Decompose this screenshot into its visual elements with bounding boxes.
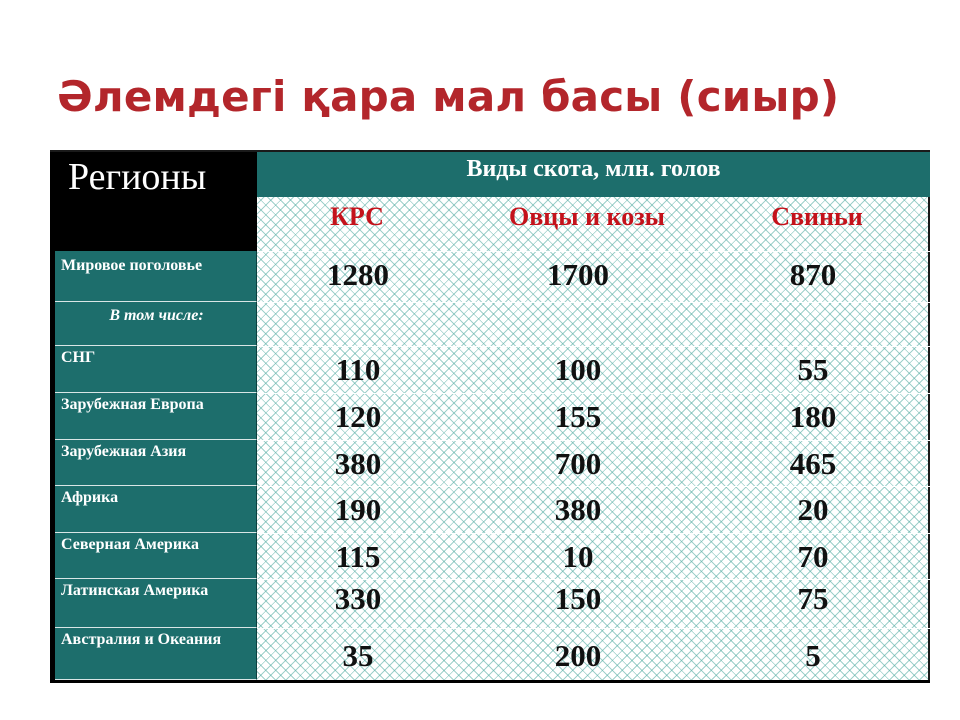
table-cell-value: 870 xyxy=(789,257,837,292)
table-row-region: В том числе: xyxy=(55,302,257,346)
column-header-sheep-goats: Овцы и козы xyxy=(509,202,665,231)
table-cell-value: 100 xyxy=(554,352,602,387)
row-divider xyxy=(257,440,930,441)
table-row-region: Латинская Америка xyxy=(55,579,257,628)
page-title: Әлемдегі қара мал басы (сиыр) xyxy=(57,72,840,121)
table-cell-value: 20 xyxy=(797,492,829,527)
table-cell-value: 35 xyxy=(342,638,374,673)
table-cell-value: 150 xyxy=(554,581,602,616)
table-cell-value: 10 xyxy=(562,539,594,574)
table-cell-value: 5 xyxy=(805,638,821,673)
table-left-border xyxy=(50,251,55,682)
table-cell-value: 190 xyxy=(334,492,382,527)
table-bottom-border xyxy=(50,680,930,683)
table-cell-value: 75 xyxy=(797,581,829,616)
table-cell-value: 380 xyxy=(554,492,602,527)
livestock-table xyxy=(50,150,930,682)
column-header-krs: КРС xyxy=(330,202,384,231)
column-header-pigs: Свиньи xyxy=(771,202,863,231)
table-row-region: Австралия и Океания xyxy=(55,628,257,680)
table-row-region: Зарубежная Азия xyxy=(55,440,257,486)
table-cell-value: 200 xyxy=(554,638,602,673)
row-divider xyxy=(257,628,930,629)
row-divider xyxy=(257,393,930,394)
row-divider xyxy=(257,251,930,252)
table-row-region: Северная Америка xyxy=(55,533,257,579)
row-divider xyxy=(257,579,930,580)
table-row-region: Африка xyxy=(55,486,257,533)
row-divider xyxy=(257,346,930,347)
livestock-kinds-header: Виды скота, млн. голов xyxy=(257,150,930,197)
table-cell-value: 120 xyxy=(334,399,382,434)
table-cell-value: 330 xyxy=(334,581,382,616)
table-cell-value: 110 xyxy=(335,352,381,387)
row-divider xyxy=(257,486,930,487)
table-cell-value: 1280 xyxy=(327,257,389,292)
table-top-border xyxy=(50,150,930,152)
table-cell-value: 70 xyxy=(797,539,829,574)
table-cell-value: 180 xyxy=(789,399,837,434)
table-cell-value: 700 xyxy=(554,446,602,481)
region-column-header: Регионы xyxy=(50,150,257,251)
table-row-region: Зарубежная Европа xyxy=(55,393,257,440)
data-area xyxy=(257,197,930,682)
table-cell-value: 55 xyxy=(797,352,829,387)
table-cell-value: 115 xyxy=(335,539,381,574)
row-divider xyxy=(257,533,930,534)
table-row-region: СНГ xyxy=(55,346,257,393)
table-row-region: Мировое поголовье xyxy=(55,251,257,302)
table-cell-value: 380 xyxy=(334,446,382,481)
table-cell-value: 155 xyxy=(554,399,602,434)
table-cell-value: 1700 xyxy=(547,257,609,292)
table-cell-value: 465 xyxy=(789,446,837,481)
row-divider xyxy=(257,302,930,303)
